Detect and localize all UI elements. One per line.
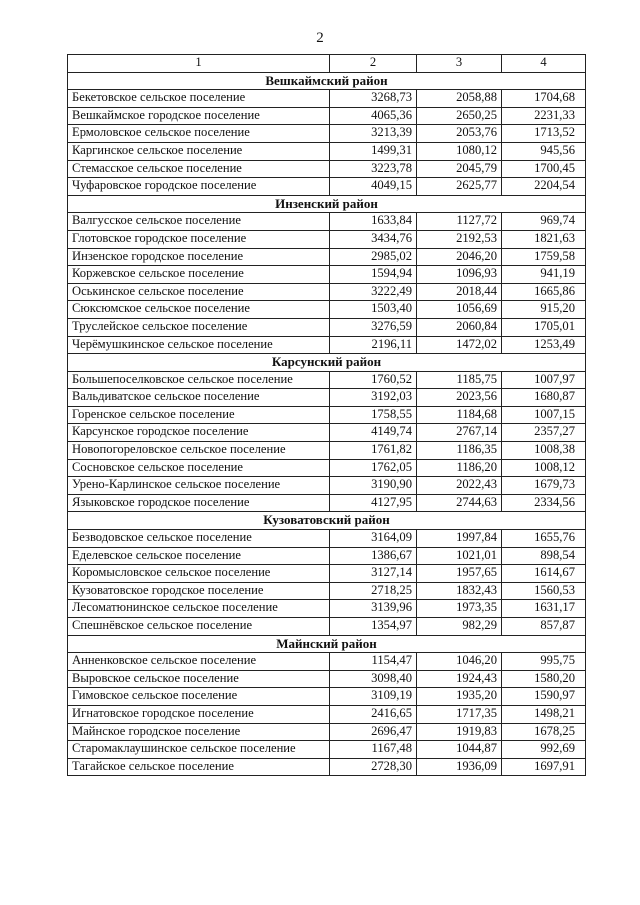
value-col-4: 1679,73 xyxy=(502,477,586,495)
settlement-name: Вальдиватское сельское поселение xyxy=(68,389,330,407)
settlement-name: Стемасское сельское поселение xyxy=(68,160,330,178)
value-col-3: 1044,87 xyxy=(417,741,502,759)
value-col-4: 1705,01 xyxy=(502,318,586,336)
value-col-3: 2625,77 xyxy=(417,178,502,196)
settlement-name: Тагайское сельское поселение xyxy=(68,758,330,776)
value-col-3: 2046,20 xyxy=(417,248,502,266)
value-col-3: 2058,88 xyxy=(417,90,502,108)
table-row xyxy=(68,582,586,600)
settlement-name: Майнское городское поселение xyxy=(68,723,330,741)
table-row xyxy=(68,389,586,407)
settlement-name: Старомаклаушинское сельское поселение xyxy=(68,741,330,759)
value-col-3: 1997,84 xyxy=(417,530,502,548)
table-row xyxy=(68,547,586,565)
value-col-3: 2192,53 xyxy=(417,230,502,248)
value-col-3: 1185,75 xyxy=(417,371,502,389)
value-col-2: 3139,96 xyxy=(330,600,417,618)
value-col-4: 941,19 xyxy=(502,266,586,284)
table-row xyxy=(68,705,586,723)
table-row xyxy=(68,406,586,424)
settlement-name: Сюксюмское сельское поселение xyxy=(68,301,330,319)
table-row xyxy=(68,125,586,143)
table-row xyxy=(68,424,586,442)
district-header-row xyxy=(68,635,586,653)
district-name: Карсунский район xyxy=(68,354,586,372)
value-col-4: 1697,91 xyxy=(502,758,586,776)
table-row xyxy=(68,301,586,319)
value-col-4: 1704,68 xyxy=(502,90,586,108)
table-row xyxy=(68,758,586,776)
value-col-2: 1499,31 xyxy=(330,142,417,160)
table-row xyxy=(68,565,586,583)
table-row xyxy=(68,741,586,759)
value-col-2: 3268,73 xyxy=(330,90,417,108)
value-col-2: 1761,82 xyxy=(330,442,417,460)
value-col-3: 2650,25 xyxy=(417,107,502,125)
column-number-2: 2 xyxy=(330,55,417,73)
value-col-2: 1594,94 xyxy=(330,266,417,284)
settlement-name: Бекетовское сельское поселение xyxy=(68,90,330,108)
table-row xyxy=(68,248,586,266)
value-col-2: 2985,02 xyxy=(330,248,417,266)
table-row xyxy=(68,230,586,248)
value-col-2: 3098,40 xyxy=(330,670,417,688)
value-col-2: 2718,25 xyxy=(330,582,417,600)
value-col-2: 3223,78 xyxy=(330,160,417,178)
district-header-row xyxy=(68,72,586,90)
district-header-row xyxy=(68,354,586,372)
settlement-name: Сосновское сельское поселение xyxy=(68,459,330,477)
value-col-2: 3192,03 xyxy=(330,389,417,407)
value-col-4: 857,87 xyxy=(502,618,586,636)
column-number-row xyxy=(68,55,586,73)
value-col-4: 1008,38 xyxy=(502,442,586,460)
value-col-4: 995,75 xyxy=(502,653,586,671)
value-col-4: 1590,97 xyxy=(502,688,586,706)
value-col-3: 1935,20 xyxy=(417,688,502,706)
value-col-2: 1503,40 xyxy=(330,301,417,319)
district-name: Вешкаймский район xyxy=(68,72,586,90)
settlement-name: Новопогореловское сельское поселение xyxy=(68,442,330,460)
value-col-2: 3109,19 xyxy=(330,688,417,706)
value-col-3: 1080,12 xyxy=(417,142,502,160)
settlement-name: Кузоватовское городское поселение xyxy=(68,582,330,600)
value-col-3: 1021,01 xyxy=(417,547,502,565)
settlement-name: Еделевское сельское поселение xyxy=(68,547,330,565)
table-row xyxy=(68,723,586,741)
settlement-name: Труслейское сельское поселение xyxy=(68,318,330,336)
value-col-4: 2231,33 xyxy=(502,107,586,125)
value-col-2: 1760,52 xyxy=(330,371,417,389)
column-number-4: 4 xyxy=(502,55,586,73)
value-col-3: 982,29 xyxy=(417,618,502,636)
table-row xyxy=(68,494,586,512)
value-col-4: 2357,27 xyxy=(502,424,586,442)
table-row xyxy=(68,618,586,636)
settlements-table xyxy=(67,54,586,776)
value-col-4: 1498,21 xyxy=(502,705,586,723)
table-row xyxy=(68,90,586,108)
value-col-4: 1759,58 xyxy=(502,248,586,266)
value-col-4: 1631,17 xyxy=(502,600,586,618)
value-col-2: 2196,11 xyxy=(330,336,417,354)
table-row xyxy=(68,213,586,231)
table-row xyxy=(68,318,586,336)
settlement-name: Глотовское городское поселение xyxy=(68,230,330,248)
settlement-name: Игнатовское городское поселение xyxy=(68,705,330,723)
value-col-3: 2022,43 xyxy=(417,477,502,495)
page-number: 2 xyxy=(316,30,324,46)
settlement-name: Анненковское сельское поселение xyxy=(68,653,330,671)
settlement-name: Гимовское сельское поселение xyxy=(68,688,330,706)
value-col-3: 2018,44 xyxy=(417,283,502,301)
value-col-4: 2204,54 xyxy=(502,178,586,196)
settlement-name: Языковское городское поселение xyxy=(68,494,330,512)
value-col-3: 1127,72 xyxy=(417,213,502,231)
value-col-4: 1614,67 xyxy=(502,565,586,583)
value-col-3: 2045,79 xyxy=(417,160,502,178)
table-row xyxy=(68,530,586,548)
value-col-3: 1046,20 xyxy=(417,653,502,671)
value-col-2: 1386,67 xyxy=(330,547,417,565)
value-col-3: 2060,84 xyxy=(417,318,502,336)
table-row xyxy=(68,459,586,477)
table-row xyxy=(68,160,586,178)
value-col-3: 1832,43 xyxy=(417,582,502,600)
table-row xyxy=(68,477,586,495)
value-col-2: 1762,05 xyxy=(330,459,417,477)
value-col-3: 1924,43 xyxy=(417,670,502,688)
settlement-name: Чуфаровское городское поселение xyxy=(68,178,330,196)
value-col-3: 1472,02 xyxy=(417,336,502,354)
value-col-4: 1680,87 xyxy=(502,389,586,407)
value-col-4: 1007,15 xyxy=(502,406,586,424)
value-col-4: 969,74 xyxy=(502,213,586,231)
value-col-3: 2023,56 xyxy=(417,389,502,407)
district-name: Кузоватовский район xyxy=(68,512,586,530)
value-col-4: 1665,86 xyxy=(502,283,586,301)
value-col-2: 4049,15 xyxy=(330,178,417,196)
value-col-2: 2416,65 xyxy=(330,705,417,723)
value-col-4: 1713,52 xyxy=(502,125,586,143)
settlement-name: Вешкаймское городское поселение xyxy=(68,107,330,125)
value-col-4: 1580,20 xyxy=(502,670,586,688)
table-row xyxy=(68,688,586,706)
value-col-3: 1186,35 xyxy=(417,442,502,460)
settlement-name: Коржевское сельское поселение xyxy=(68,266,330,284)
value-col-3: 1957,65 xyxy=(417,565,502,583)
value-col-3: 1936,09 xyxy=(417,758,502,776)
value-col-2: 3164,09 xyxy=(330,530,417,548)
value-col-3: 1184,68 xyxy=(417,406,502,424)
value-col-4: 945,56 xyxy=(502,142,586,160)
value-col-3: 2053,76 xyxy=(417,125,502,143)
value-col-3: 1096,93 xyxy=(417,266,502,284)
value-col-2: 4065,36 xyxy=(330,107,417,125)
value-col-2: 2728,30 xyxy=(330,758,417,776)
settlement-name: Выровское сельское поселение xyxy=(68,670,330,688)
value-col-3: 2767,14 xyxy=(417,424,502,442)
table-row xyxy=(68,283,586,301)
table-row xyxy=(68,653,586,671)
settlement-name: Карсунское городское поселение xyxy=(68,424,330,442)
value-col-2: 3190,90 xyxy=(330,477,417,495)
value-col-4: 1253,49 xyxy=(502,336,586,354)
value-col-4: 2334,56 xyxy=(502,494,586,512)
district-header-row xyxy=(68,512,586,530)
table-row xyxy=(68,371,586,389)
district-header-row xyxy=(68,195,586,213)
value-col-3: 1973,35 xyxy=(417,600,502,618)
value-col-2: 3127,14 xyxy=(330,565,417,583)
value-col-4: 1655,76 xyxy=(502,530,586,548)
settlement-name: Ермоловское сельское поселение xyxy=(68,125,330,143)
table-row xyxy=(68,600,586,618)
value-col-4: 1700,45 xyxy=(502,160,586,178)
value-col-4: 1678,25 xyxy=(502,723,586,741)
value-col-2: 1633,84 xyxy=(330,213,417,231)
value-col-4: 992,69 xyxy=(502,741,586,759)
table-row xyxy=(68,442,586,460)
table-row xyxy=(68,336,586,354)
settlement-name: Спешнёвское сельское поселение xyxy=(68,618,330,636)
value-col-4: 1560,53 xyxy=(502,582,586,600)
settlement-name: Коромысловское сельское поселение xyxy=(68,565,330,583)
table-row xyxy=(68,142,586,160)
district-name: Майнский район xyxy=(68,635,586,653)
settlement-name: Валгусское сельское поселение xyxy=(68,213,330,231)
table-row xyxy=(68,266,586,284)
table-row xyxy=(68,107,586,125)
settlement-name: Каргинское сельское поселение xyxy=(68,142,330,160)
value-col-2: 4127,95 xyxy=(330,494,417,512)
value-col-2: 3434,76 xyxy=(330,230,417,248)
settlement-name: Черёмушкинское сельское поселение xyxy=(68,336,330,354)
settlement-name: Инзенское городское поселение xyxy=(68,248,330,266)
value-col-4: 1821,63 xyxy=(502,230,586,248)
value-col-2: 3213,39 xyxy=(330,125,417,143)
value-col-4: 1008,12 xyxy=(502,459,586,477)
value-col-3: 1717,35 xyxy=(417,705,502,723)
value-col-4: 915,20 xyxy=(502,301,586,319)
value-col-3: 1186,20 xyxy=(417,459,502,477)
value-col-3: 1056,69 xyxy=(417,301,502,319)
settlement-name: Большепоселковское сельское поселение xyxy=(68,371,330,389)
value-col-2: 1167,48 xyxy=(330,741,417,759)
column-number-1: 1 xyxy=(68,55,330,73)
value-col-3: 1919,83 xyxy=(417,723,502,741)
value-col-4: 1007,97 xyxy=(502,371,586,389)
value-col-3: 2744,63 xyxy=(417,494,502,512)
value-col-2: 1154,47 xyxy=(330,653,417,671)
settlement-name: Лесоматюнинское сельское поселение xyxy=(68,600,330,618)
district-name: Инзенский район xyxy=(68,195,586,213)
column-number-3: 3 xyxy=(417,55,502,73)
value-col-4: 898,54 xyxy=(502,547,586,565)
value-col-2: 1354,97 xyxy=(330,618,417,636)
value-col-2: 2696,47 xyxy=(330,723,417,741)
settlement-name: Урено-Карлинское сельское поселение xyxy=(68,477,330,495)
table-row xyxy=(68,670,586,688)
value-col-2: 3276,59 xyxy=(330,318,417,336)
value-col-2: 3222,49 xyxy=(330,283,417,301)
value-col-2: 4149,74 xyxy=(330,424,417,442)
settlement-name: Оськинское сельское поселение xyxy=(68,283,330,301)
table-body xyxy=(68,72,586,776)
settlement-name: Горенское сельское поселение xyxy=(68,406,330,424)
value-col-2: 1758,55 xyxy=(330,406,417,424)
table-row xyxy=(68,178,586,196)
settlement-name: Безводовское сельское поселение xyxy=(68,530,330,548)
